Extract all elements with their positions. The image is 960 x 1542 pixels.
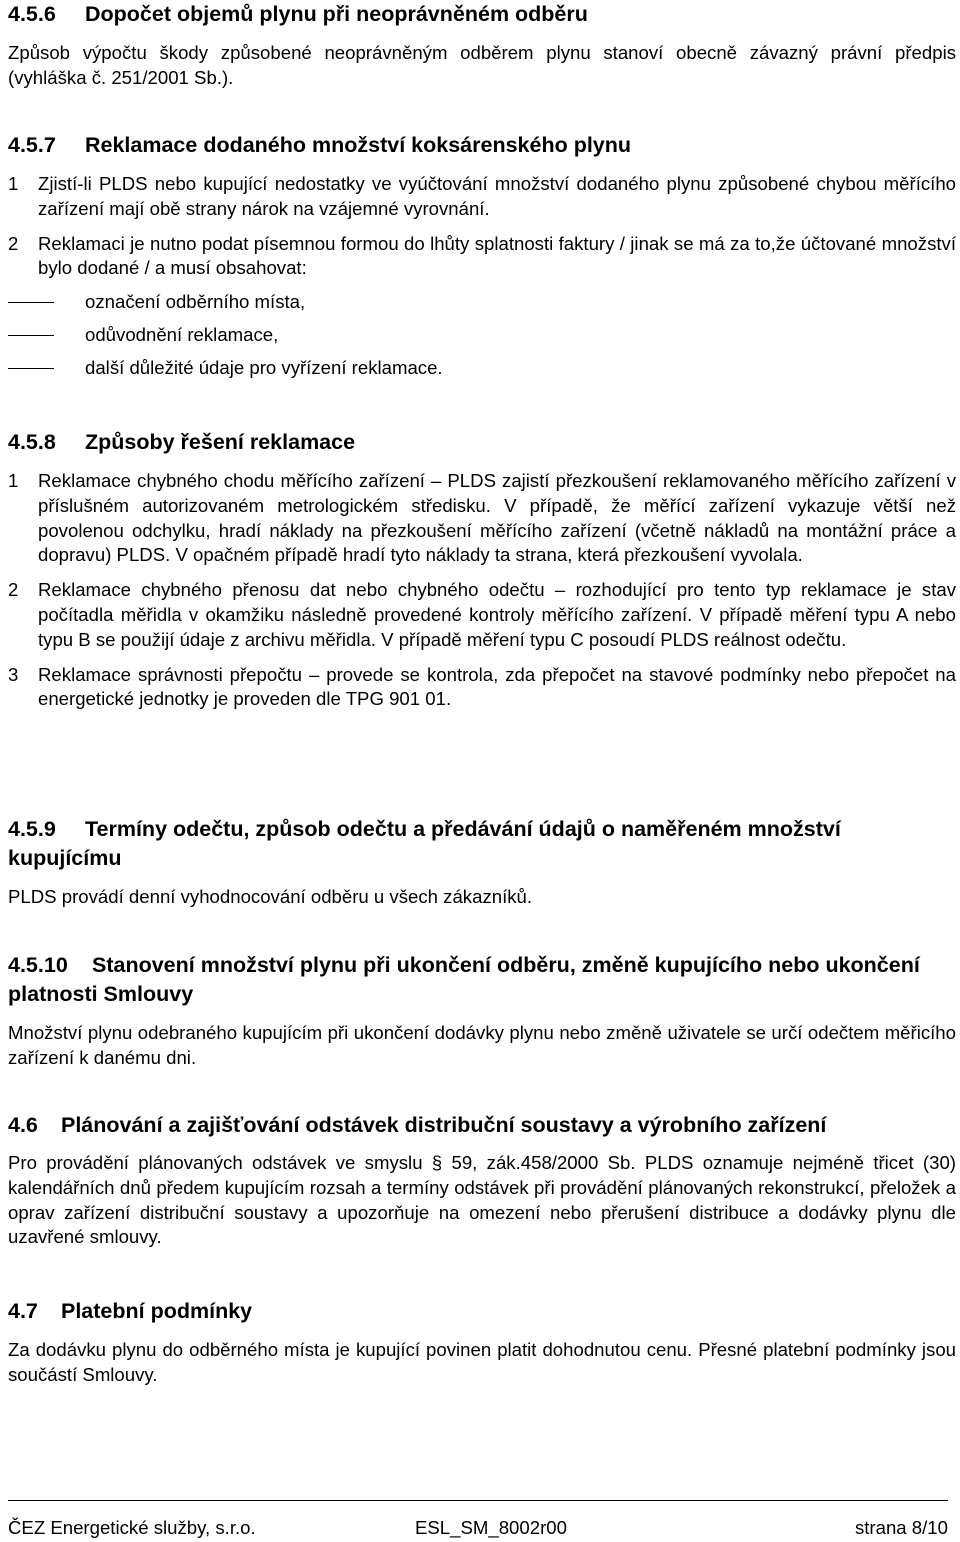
section-heading: 4.5.6 Dopočet objemů plynu při neoprávněném odběru — [8, 2, 588, 26]
section-4-5-9 — [8, 815, 956, 910]
numbered-paragraph: 1 Reklamace chybného chodu měřícího zařízení – PLDS zajistí přezkoušení reklamovaného měřícího zařízení v příslušném autorizovaném metrologickém středisku. V případě, že měřící zařízení vykazuje větší než povolenou odchylku, hradí náklady na přezkoušení měřícího zařízení (včetně nákladů na montážní práce a dopravu) PLDS. V opačném případě hradí tyto náklady ta strana, která přezkoušení vyvolala. — [8, 470, 956, 566]
footer-company: ČEZ Energetické služby, s.r.o. — [8, 1517, 256, 1538]
footer-doc-code: ESL_SM_8002r00 — [415, 1517, 567, 1538]
section-title: Stanovení množství plynu při ukončení odběru, změně kupujícího nebo ukončení platnosti Smlouvy — [8, 953, 920, 1006]
dash-bullet-icon — [8, 302, 54, 303]
section-4-7 — [8, 1297, 956, 1388]
section-heading: 4.5.10 Stanovení množství plynu při ukončení odběru, změně kupujícího nebo ukončení platnosti Smlouvy — [8, 953, 920, 1006]
section-heading: 4.7 Platební podmínky — [8, 1299, 253, 1323]
section-body: Pro provádění plánovaných odstávek ve smyslu § 59, zák.458/2000 Sb. PLDS oznamuje nejméně třicet (30) kalendářních dnů předem kupujícím rozsah a termíny odstávek při provádění plánovaných rekonstrukcí, přeložek a oprav zařízení distribuční soustavy a upozorňuje na omezení nebo přerušení distribuce a dodávky plynu dle uzavřené smlouvy. — [8, 1152, 956, 1248]
list-item: další důležité údaje pro vyřízení reklamace. — [8, 356, 956, 389]
numbered-paragraph: 1 Zjistí-li PLDS nebo kupující nedostatky ve vyúčtování množství dodaného plynu způsobené chybou měřícího zařízení mají obě strany nárok na vzájemné vyrovnání. — [8, 173, 956, 219]
section-title: Dopočet objemů plynu při neoprávněném odběru — [84, 2, 588, 26]
section-heading: 4.6 Plánování a zajišťování odstávek distribuční soustavy a výrobního zařízení — [8, 1113, 827, 1137]
numbered-paragraph: 3 Reklamace správnosti přepočtu – provede se kontrola, zda přepočet na stavové podmínky nebo přepočet na energetické jednotky je proveden dle TPG 901 01. — [8, 663, 956, 710]
numbered-paragraph: 2 Reklamace chybného přenosu dat nebo chybného odečtu – rozhodující pro tento typ reklamace je stav počítadla měřidla v okamžiku následně provedené kontroly měřícího zařízení. V případě měření typu A nebo typu B se použijí údaje z archivu měřidla. V případě měření typu C posoudí PLDS reálnost odečtu. — [8, 579, 956, 650]
dash-bullet-icon — [8, 368, 54, 369]
section-4-5-7 — [8, 131, 956, 389]
section-4-5-10 — [8, 951, 956, 1071]
dash-bullet-icon — [8, 335, 54, 336]
section-title: Způsoby řešení reklamace — [84, 430, 356, 454]
section-body: Za dodávku plynu do odběrného místa je kupující povinen platit dohodnutou cenu. Přesné platební podmínky jsou součástí Smlouvy. — [8, 1339, 956, 1385]
numbered-paragraph: 2 Reklamaci je nutno podat písemnou formou do lhůty splatnosti faktury / jinak se má za to,že účtované množství bylo dodané / a musí obsahovat: — [8, 232, 956, 279]
section-heading: 4.5.7 Reklamace dodaného množství koksárenského plynu — [8, 133, 632, 157]
section-title: Reklamace dodaného množství koksárenského plynu — [84, 133, 632, 157]
list-item: označení odběrního místa, — [8, 290, 956, 323]
section-title: Plánování a zajišťování odstávek distribuční soustavy a výrobního zařízení — [60, 1113, 827, 1137]
section-heading: 4.5.9 Termíny odečtu, způsob odečtu a předávání údajů o naměřeném množství kupujícímu — [8, 817, 841, 870]
section-title: Platební podmínky — [60, 1299, 253, 1323]
section-4-6 — [8, 1111, 956, 1250]
section-body: PLDS provádí denní vyhodnocování odběru u všech zákazníků. — [8, 886, 533, 907]
section-4-5-8 — [8, 428, 956, 712]
list-item: odůvodnění reklamace, — [8, 323, 956, 356]
section-body: Množství plynu odebraného kupujícím při ukončení dodávky plynu nebo změně uživatele se určí odečtem měřicího zařízení k danému dni. — [8, 1022, 956, 1068]
footer-page-number: strana 8/10 — [854, 1517, 948, 1538]
section-body: Způsob výpočtu škody způsobené neoprávněným odběrem plynu stanoví obecně závazný právní předpis (vyhláška č. 251/2001 Sb.). — [8, 42, 956, 88]
section-4-5-6 — [8, 0, 956, 91]
requirements-list — [8, 290, 956, 389]
section-heading: 4.5.8 Způsoby řešení reklamace — [8, 430, 356, 454]
section-title: Termíny odečtu, způsob odečtu a předávání údajů o naměřeném množství kupujícímu — [8, 817, 841, 870]
page-footer — [8, 1500, 948, 1541]
